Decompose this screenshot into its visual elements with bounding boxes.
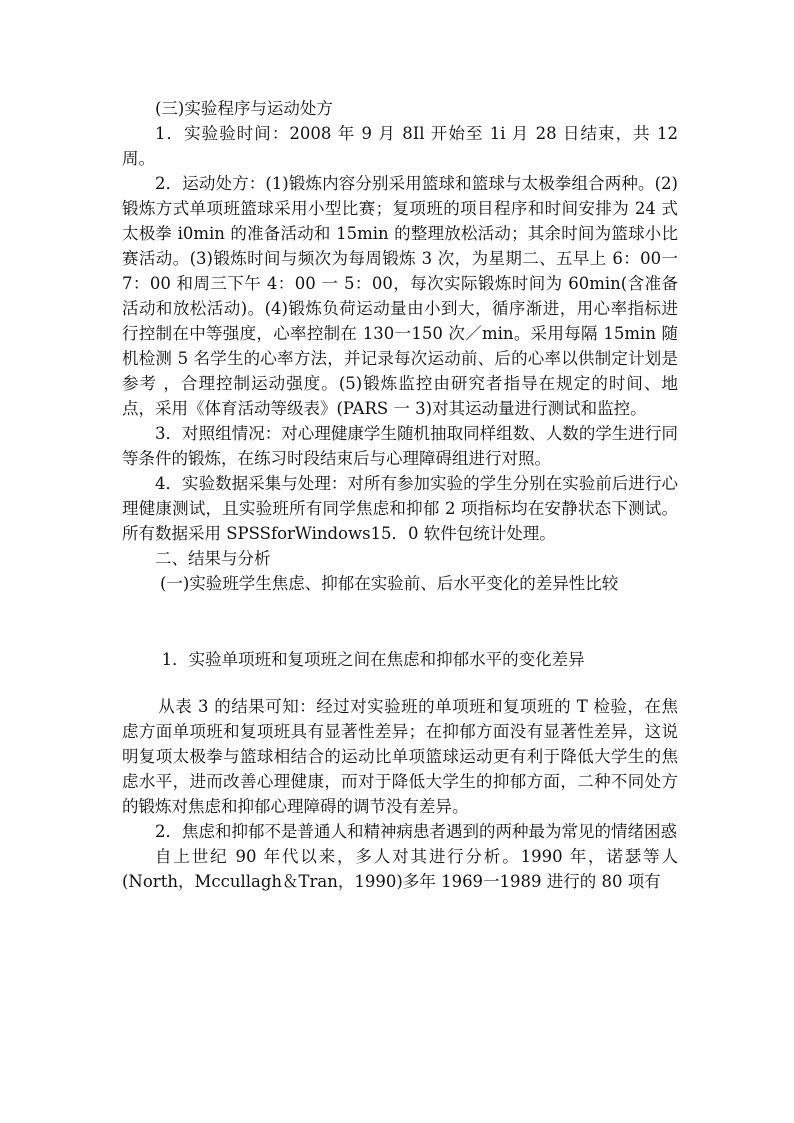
subsection-heading-comparison: (一)实验班学生焦虑、抑郁在实验前、后水平变化的差异性比较 [159,574,619,593]
paragraph-control-group: 3．对照组情况：对心理健康学生随机抽取同样组数、人数的学生进行同等条件的锻炼，在练习时段结束后与心理障碍组进行对照。 [122,424,678,468]
paragraph-since-1990s: 自上世纪 90 年代以来，多人对其进行分析。1990 年，诺瑟等人(North，Mccullagh＆Tran，1990)多年 1969一1989 进行的 80 项有 [122,847,678,891]
document-body [122,96,678,894]
section-heading-procedure: (三)实验程序与运动处方 [155,99,333,118]
paragraph-data-processing: 4．实验数据采集与处理：对所有参加实验的学生分别在实验前后进行心理健康测试，且实验班所有同学焦虑和抑郁 2 项指标均在安静状态下测试。所有数据采用 SPSSforWindows15．0 软件包统计处理。 [122,474,678,543]
paragraph-exercise-prescription: 2．运动处方：(1)锻炼内容分别采用篮球和篮球与太极拳组合两种。(2)锻炼方式单项班篮球采用小型比赛；复项班的项目程序和时间安排为 24 式太极拳 i0min 的准备活动和 15min 的整理放松活动；其余时间为篮球小比赛活动。(3)锻炼时间与频次为每周锻炼 3 次，为星期二、五早上 6：00一7：00 和周三下午 4：00 一 5：00，每次实际锻炼时间为 60min(含准备活动和放松活动)。(4)锻炼负荷运动量由小到大，循序渐进，用心率指标进行控制在中等强度，心率控制在 130一150 次／min。采用每隔 15min 随机检测 5 名学生的心率方法，并记录每次运动前、后的心率以供制定计划是 参考 ，合理控制运动强度。(5)锻炼监控由研究者指导在规定的时间、地点，采用《体育活动等级表》(PARS 一 3)对其运动量进行测试和监控。 [122,174,678,418]
paragraph-experiment-time: 1．实验验时间：2008 年 9 月 8Il 开始至 1i 月 28 日结束，共 12 周。 [122,124,678,168]
subheading-variation-difference: 1．实验单项班和复项班之间在焦虑和抑郁水平的变化差异 [161,650,585,669]
paragraph-anxiety-depression: 2．焦虑和抑郁不是普通人和精神病患者遇到的两种最为常见的情绪困惑 [155,822,677,841]
paragraph-table3-results: 从表 3 的结果可知：经过对实验班的单项班和复项班的 T 检验，在焦虑方面单项班和复项班具有显著性差异；在抑郁方面没有显著性差异，这说明复项太极拳与篮球相结合的运动比单项篮球运动更有利于降低大学生的焦虑水平，进而改善心理健康，而对于降低大学生的抑郁方面，二种不同处方的锻炼对焦虑和抑郁心理障碍的调节没有差异。 [122,697,678,816]
section-heading-results: 二、结果与分析 [155,549,271,568]
